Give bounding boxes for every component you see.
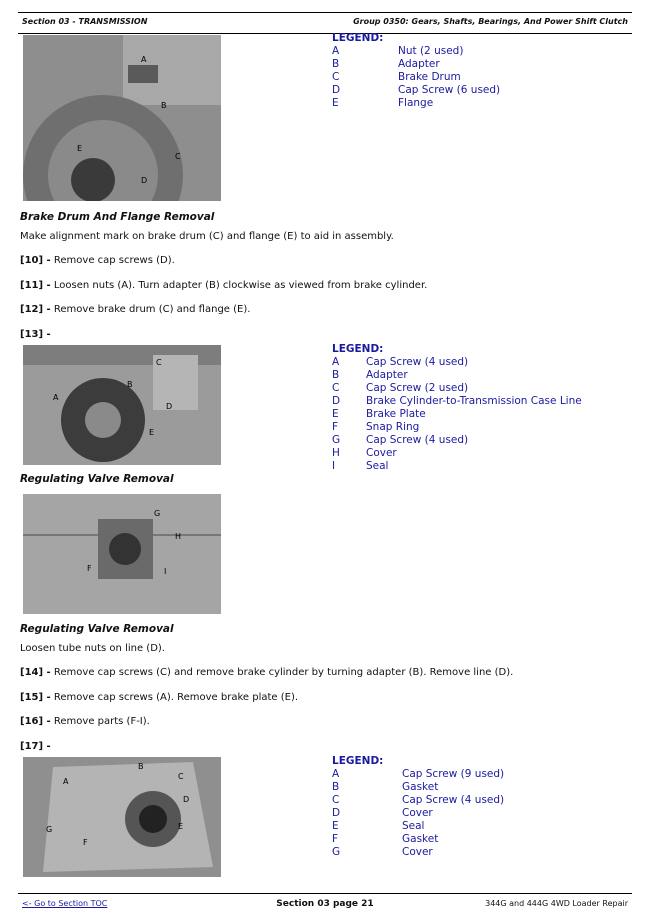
intro-text: Loosen tube nuts on line (D). <box>20 643 165 654</box>
step-10: [10] - Remove cap screws (D). <box>20 255 175 266</box>
callout-d: D <box>166 402 173 411</box>
legend-title: LEGEND: <box>332 32 384 44</box>
callout-b: B <box>138 762 144 771</box>
page-number: Section 03 page 21 <box>276 899 374 909</box>
callout-a: A <box>141 55 147 64</box>
page-footer <box>18 893 632 914</box>
brake-plate-photo <box>23 345 221 465</box>
brake-drum-photo <box>23 35 221 201</box>
callout-f: F <box>83 838 88 847</box>
step-13: [13] - <box>20 329 51 340</box>
callout-b: B <box>127 380 133 389</box>
intro-text: Make alignment mark on brake drum (C) and flange (E) to aid in assembly. <box>20 231 394 242</box>
legend-2: LEGEND: A Cap Screw (4 used) B Adapter C Cap Screw (2 used) D Brake Cylinder-to-Transmission Case Line E Brake Plate F Snap Ring G Cap Screw (4 used) H Cover I Seal <box>332 343 582 472</box>
callout-b: B <box>161 101 167 110</box>
manual-title: 344G and 444G 4WD Loader Repair <box>485 899 628 908</box>
regulating-valve-photo <box>23 494 221 614</box>
section-heading: Regulating Valve Removal <box>20 473 174 485</box>
step-12: [12] - Remove brake drum (C) and flange (E). <box>20 304 251 315</box>
step-17: [17] - <box>20 741 51 752</box>
callout-c: C <box>175 152 181 161</box>
section-heading: Brake Drum And Flange Removal <box>20 211 215 223</box>
callout-h: H <box>175 532 182 541</box>
callout-a: A <box>53 393 59 402</box>
section-heading: Regulating Valve Removal <box>20 623 174 635</box>
callout-d: D <box>141 176 148 185</box>
legend-3: LEGEND: A Cap Screw (9 used) B Gasket C Cap Screw (4 used) D Cover E Seal F Gasket G Cover <box>332 755 505 858</box>
callout-e: E <box>77 144 83 153</box>
callout-a: A <box>63 777 69 786</box>
callout-g: G <box>46 825 53 834</box>
legend-1: LEGEND: A Nut (2 used) B Adapter C Brake Drum D Cap Screw (6 used) E Flange <box>332 32 501 109</box>
header-section: Section 03 - TRANSMISSION <box>22 17 148 26</box>
callout-f: F <box>87 564 92 573</box>
cover-photo <box>23 757 221 877</box>
step-11: [11] - Loosen nuts (A). Turn adapter (B) clockwise as viewed from brake cylinder. <box>20 280 428 291</box>
callout-d: D <box>183 795 190 804</box>
callout-c: C <box>178 772 184 781</box>
step-16: [16] - Remove parts (F-I). <box>20 716 150 727</box>
step-15: [15] - Remove cap screws (A). Remove brake plate (E). <box>20 692 299 703</box>
step-14: [14] - Remove cap screws (C) and remove brake cylinder by turning adapter (B). Remove line (D). <box>20 667 514 678</box>
callout-e: E <box>178 822 184 831</box>
callout-e: E <box>149 428 155 437</box>
page-header <box>18 12 632 34</box>
toc-link[interactable]: <- Go to Section TOC <box>22 899 108 908</box>
callout-c: C <box>156 358 162 367</box>
header-group: Group 0350: Gears, Shafts, Bearings, And Power Shift Clutch <box>353 17 628 26</box>
callout-g: G <box>154 509 161 518</box>
callout-i: I <box>164 567 167 576</box>
